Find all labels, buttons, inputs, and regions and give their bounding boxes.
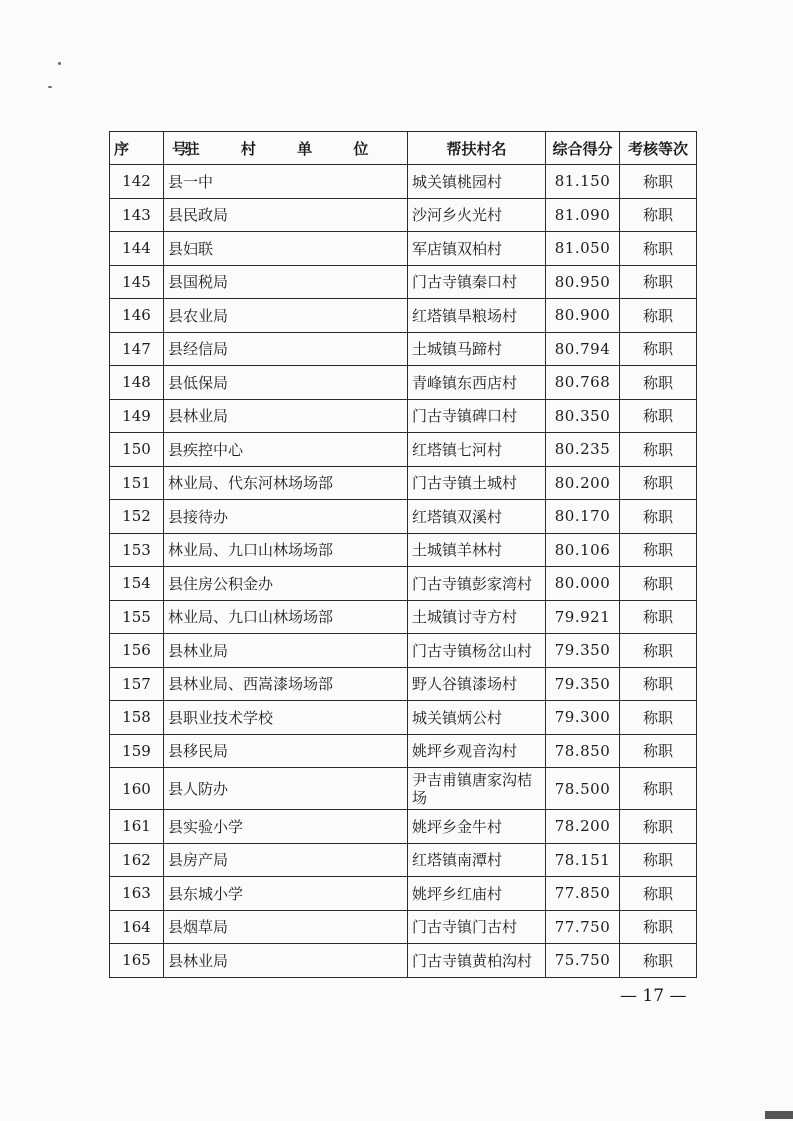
- row-village: 姚坪乡观音沟村: [408, 734, 546, 768]
- row-no: 159: [110, 734, 164, 768]
- row-grade: 称职: [620, 165, 697, 199]
- row-no: 160: [110, 768, 164, 810]
- row-unit: 县妇联: [164, 232, 408, 266]
- scan-speck: [58, 62, 61, 65]
- row-unit: 林业局、九口山林场场部: [164, 600, 408, 634]
- header-unit: 驻 村 单 位: [164, 132, 408, 165]
- row-unit: 县烟草局: [164, 910, 408, 944]
- row-no: 157: [110, 667, 164, 701]
- row-unit: 县职业技术学校: [164, 701, 408, 735]
- table-row: [110, 500, 697, 534]
- row-unit: 县疾控中心: [164, 433, 408, 467]
- scan-edge-mark: [765, 1111, 793, 1119]
- row-grade: 称职: [620, 843, 697, 877]
- table-row: [110, 232, 697, 266]
- row-grade: 称职: [620, 734, 697, 768]
- row-grade: 称职: [620, 265, 697, 299]
- row-village: 红塔镇南潭村: [408, 843, 546, 877]
- row-unit: 县林业局: [164, 399, 408, 433]
- row-grade: 称职: [620, 232, 697, 266]
- row-score: 80.170: [546, 500, 620, 534]
- row-score: 78.850: [546, 734, 620, 768]
- row-grade: 称职: [620, 810, 697, 844]
- row-score: 77.750: [546, 910, 620, 944]
- row-score: 81.090: [546, 198, 620, 232]
- row-no: 162: [110, 843, 164, 877]
- row-grade: 称职: [620, 332, 697, 366]
- table-row: [110, 634, 697, 668]
- table-row: [110, 567, 697, 601]
- row-no: 147: [110, 332, 164, 366]
- row-score: 75.750: [546, 944, 620, 978]
- row-grade: 称职: [620, 567, 697, 601]
- row-unit: 县接待办: [164, 500, 408, 534]
- row-grade: 称职: [620, 399, 697, 433]
- row-grade: 称职: [620, 877, 697, 911]
- row-no: 150: [110, 433, 164, 467]
- row-grade: 称职: [620, 600, 697, 634]
- table-row: [110, 877, 697, 911]
- row-village: 沙河乡火光村: [408, 198, 546, 232]
- row-no: 158: [110, 701, 164, 735]
- row-village: 门古寺镇杨岔山村: [408, 634, 546, 668]
- page-number: — 17 —: [620, 986, 687, 1006]
- row-no: 146: [110, 299, 164, 333]
- row-grade: 称职: [620, 634, 697, 668]
- row-grade: 称职: [620, 768, 697, 810]
- row-village: 尹吉甫镇唐家沟桔场: [408, 768, 546, 810]
- row-no: 155: [110, 600, 164, 634]
- row-no: 163: [110, 877, 164, 911]
- row-score: 80.000: [546, 567, 620, 601]
- row-village: 门古寺镇黄柏沟村: [408, 944, 546, 978]
- row-score: 81.150: [546, 165, 620, 199]
- row-village: 红塔镇七河村: [408, 433, 546, 467]
- row-unit: 县林业局: [164, 634, 408, 668]
- row-unit: 县住房公积金办: [164, 567, 408, 601]
- table-row: [110, 910, 697, 944]
- row-village: 姚坪乡金牛村: [408, 810, 546, 844]
- row-unit: 县房产局: [164, 843, 408, 877]
- row-village: 门古寺镇门古村: [408, 910, 546, 944]
- row-score: 80.794: [546, 332, 620, 366]
- row-no: 164: [110, 910, 164, 944]
- row-village: 门古寺镇土城村: [408, 466, 546, 500]
- row-score: 81.050: [546, 232, 620, 266]
- row-no: 152: [110, 500, 164, 534]
- header-grade: 考核等次: [620, 132, 697, 165]
- row-unit: 县林业局、西嵩漆场场部: [164, 667, 408, 701]
- row-grade: 称职: [620, 701, 697, 735]
- header-no: 序 号: [110, 132, 164, 165]
- row-grade: 称职: [620, 533, 697, 567]
- table-row: [110, 768, 697, 810]
- row-grade: 称职: [620, 299, 697, 333]
- row-grade: 称职: [620, 198, 697, 232]
- table-header-row: [110, 132, 697, 165]
- row-unit: 县国税局: [164, 265, 408, 299]
- row-unit: 县民政局: [164, 198, 408, 232]
- row-score: 80.768: [546, 366, 620, 400]
- row-village: 城关镇桃园村: [408, 165, 546, 199]
- row-no: 143: [110, 198, 164, 232]
- row-village: 野人谷镇漆场村: [408, 667, 546, 701]
- row-score: 80.106: [546, 533, 620, 567]
- row-no: 161: [110, 810, 164, 844]
- row-village: 门古寺镇秦口村: [408, 265, 546, 299]
- row-score: 80.200: [546, 466, 620, 500]
- row-village: 门古寺镇彭家湾村: [408, 567, 546, 601]
- row-grade: 称职: [620, 433, 697, 467]
- row-score: 79.350: [546, 667, 620, 701]
- row-grade: 称职: [620, 667, 697, 701]
- row-score: 78.500: [546, 768, 620, 810]
- row-no: 144: [110, 232, 164, 266]
- row-village: 姚坪乡红庙村: [408, 877, 546, 911]
- row-score: 78.151: [546, 843, 620, 877]
- row-no: 151: [110, 466, 164, 500]
- row-village: 青峰镇东西店村: [408, 366, 546, 400]
- row-unit: 县实验小学: [164, 810, 408, 844]
- row-no: 148: [110, 366, 164, 400]
- row-unit: 县移民局: [164, 734, 408, 768]
- table-row: [110, 198, 697, 232]
- table-row: [110, 810, 697, 844]
- row-village: 土城镇讨寺方村: [408, 600, 546, 634]
- row-score: 79.300: [546, 701, 620, 735]
- row-grade: 称职: [620, 500, 697, 534]
- row-score: 79.921: [546, 600, 620, 634]
- table-row: [110, 734, 697, 768]
- row-grade: 称职: [620, 466, 697, 500]
- row-unit: 县人防办: [164, 768, 408, 810]
- row-village: 城关镇炳公村: [408, 701, 546, 735]
- row-village: 军店镇双柏村: [408, 232, 546, 266]
- table-row: [110, 701, 697, 735]
- table-row: [110, 366, 697, 400]
- row-unit: 县林业局: [164, 944, 408, 978]
- table-row: [110, 944, 697, 978]
- row-grade: 称职: [620, 944, 697, 978]
- row-score: 78.200: [546, 810, 620, 844]
- row-unit: 林业局、九口山林场场部: [164, 533, 408, 567]
- table-row: [110, 332, 697, 366]
- row-score: 80.950: [546, 265, 620, 299]
- table-row: [110, 433, 697, 467]
- row-unit: 林业局、代东河林场场部: [164, 466, 408, 500]
- table-row: [110, 533, 697, 567]
- row-score: 80.235: [546, 433, 620, 467]
- scan-speck: [48, 86, 52, 88]
- row-village: 门古寺镇碑口村: [408, 399, 546, 433]
- row-unit: 县一中: [164, 165, 408, 199]
- row-no: 142: [110, 165, 164, 199]
- row-unit: 县东城小学: [164, 877, 408, 911]
- row-unit: 县农业局: [164, 299, 408, 333]
- row-unit: 县经信局: [164, 332, 408, 366]
- table-row: [110, 600, 697, 634]
- table-row: [110, 843, 697, 877]
- row-no: 165: [110, 944, 164, 978]
- row-no: 154: [110, 567, 164, 601]
- table-row: [110, 399, 697, 433]
- table-row: [110, 299, 697, 333]
- row-village: 土城镇羊林村: [408, 533, 546, 567]
- table-row: [110, 265, 697, 299]
- row-unit: 县低保局: [164, 366, 408, 400]
- row-no: 145: [110, 265, 164, 299]
- row-score: 77.850: [546, 877, 620, 911]
- row-no: 149: [110, 399, 164, 433]
- table-row: [110, 466, 697, 500]
- row-village: 红塔镇旱粮场村: [408, 299, 546, 333]
- assessment-table: [109, 131, 697, 978]
- row-grade: 称职: [620, 910, 697, 944]
- row-score: 80.350: [546, 399, 620, 433]
- table-row: [110, 667, 697, 701]
- header-score: 综合得分: [546, 132, 620, 165]
- header-village: 帮扶村名: [408, 132, 546, 165]
- row-score: 79.350: [546, 634, 620, 668]
- row-grade: 称职: [620, 366, 697, 400]
- row-village: 红塔镇双溪村: [408, 500, 546, 534]
- row-no: 156: [110, 634, 164, 668]
- table-row: [110, 165, 697, 199]
- row-village: 土城镇马蹄村: [408, 332, 546, 366]
- row-score: 80.900: [546, 299, 620, 333]
- row-no: 153: [110, 533, 164, 567]
